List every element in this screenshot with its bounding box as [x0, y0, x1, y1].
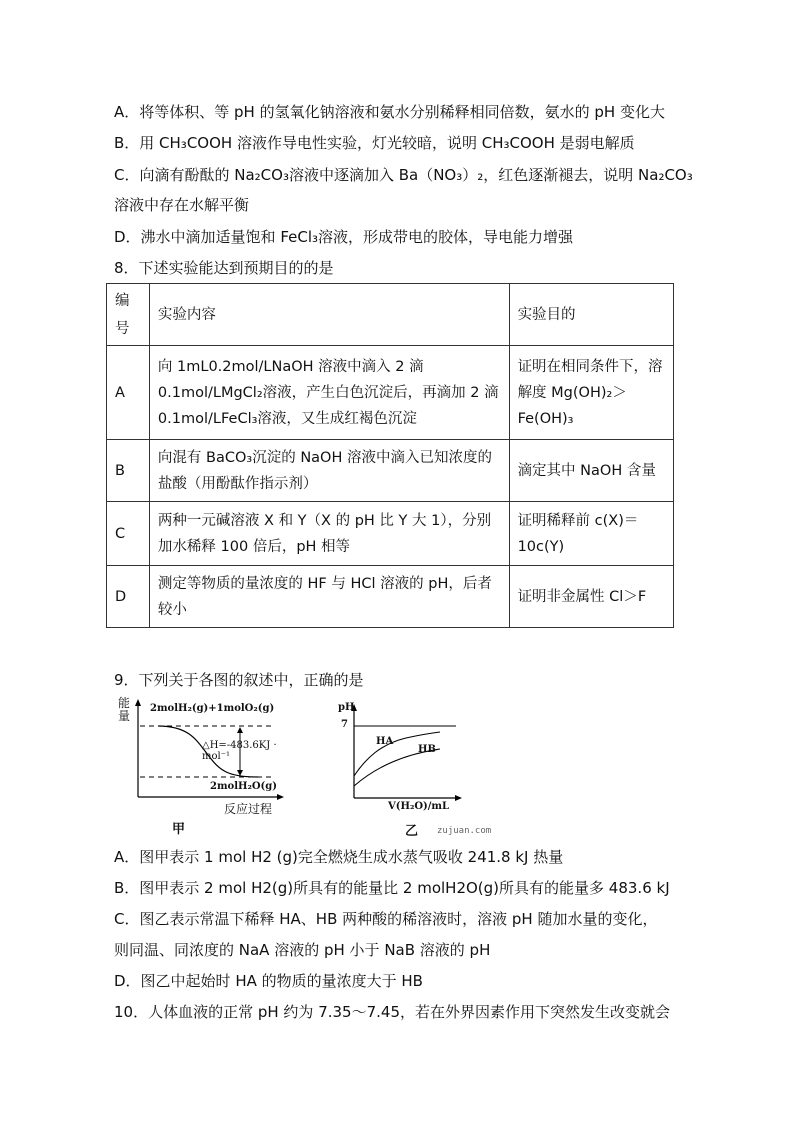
q9-stem: 9．下列关于各图的叙述中，正确的是	[114, 671, 364, 689]
table-row	[107, 346, 674, 440]
q9-option-c-cont: 则同温、同浓度的 NaA 溶液的 pH 小于 NaB 溶液的 pH	[114, 941, 491, 959]
reactants-label: 2molH₂(g)+1molO₂(g)	[150, 703, 275, 714]
product-label: 2molH₂O(g)	[210, 781, 278, 792]
figure-jia-caption: 甲	[172, 822, 186, 837]
watermark: zujuan.com	[437, 826, 492, 836]
row-id: C	[107, 502, 150, 566]
q10-stem: 10．人体血液的正常 pH 约为 7.35～7.45，若在外界因素作用下突然发生改变就会	[114, 1003, 670, 1021]
q9-option-b: B．图甲表示 2 mol H2(g)所具有的能量比 2 molH2O(g)所具有的能量多 483.6 kJ	[114, 879, 670, 897]
reaction-process-label: 反应过程	[224, 802, 273, 816]
q7-option-d: D．沸水中滴加适量饱和 FeCl₃溶液，形成带电的胶体，导电能力增强	[114, 228, 574, 246]
q7-option-c: C．向滴有酚酞的 Na₂CO₃溶液中逐滴加入 Ba（NO₃）₂，红色逐渐褪去，说明 Na₂CO₃	[114, 166, 693, 184]
ph-7-tick: 7	[341, 719, 348, 730]
table-row	[107, 440, 674, 502]
table-row	[107, 502, 674, 566]
row-content: 两种一元碱溶液 X 和 Y（X 的 pH 比 Y 大 1），分别加水稀释 100 倍后，pH 相等	[149, 502, 509, 566]
q7-option-b: B．用 CH₃COOH 溶液作导电性实验，灯光较暗，说明 CH₃COOH 是弱电解质	[114, 134, 635, 152]
row-purpose: 滴定其中 NaOH 含量	[509, 440, 673, 502]
row-content: 测定等物质的量浓度的 HF 与 HCl 溶液的 pH，后者较小	[149, 566, 509, 628]
header-id: 编号	[107, 284, 150, 346]
row-purpose: 证明在相同条件下，溶解度 Mg(OH)₂＞Fe(OH)₃	[509, 346, 673, 440]
curve-ha-label: HA	[376, 736, 394, 747]
q9-option-a: A．图甲表示 1 mol H2 (g)完全燃烧生成水蒸气吸收 241.8 kJ 热量	[114, 848, 564, 866]
q7-option-a: A．将等体积、等 pH 的氢氧化钠溶液和氨水分别稀释相同倍数，氨水的 pH 变化大	[114, 103, 665, 121]
row-purpose: 证明稀释前 c(X)＝10c(Y)	[509, 502, 673, 566]
curve-hb-label: HB	[418, 744, 436, 755]
experiment-table	[106, 283, 674, 628]
table-header-row	[107, 284, 674, 346]
row-content: 向 1mL0.2mol/LNaOH 溶液中滴入 2 滴 0.1mol/LMgCl₂溶液，产生白色沉淀后，再滴加 2 滴 0.1mol/LFeCl₃溶液，又生成红褐色沉淀	[149, 346, 509, 440]
q8-stem: 8．下述实验能达到预期目的的是	[114, 259, 334, 277]
delta-h-label: △H=-483.6KJ · mol⁻¹	[202, 740, 277, 762]
q9-option-c: C．图乙表示常温下稀释 HA、HB 两种酸的稀溶液时，溶液 pH 随加水量的变化，	[114, 910, 658, 928]
q7-option-c-cont: 溶液中存在水解平衡	[114, 196, 250, 214]
q9-option-d: D．图乙中起始时 HA 的物质的量浓度大于 HB	[114, 972, 423, 990]
header-purpose: 实验目的	[509, 284, 673, 346]
row-purpose: 证明非金属性 Cl＞F	[509, 566, 673, 628]
energy-axis-label: 能量	[118, 696, 131, 723]
table-row	[107, 566, 674, 628]
energy-diagram	[118, 695, 288, 815]
row-id: A	[107, 346, 150, 440]
water-volume-label: V(H₂O)/mL	[388, 801, 450, 812]
row-id: D	[107, 566, 150, 628]
row-id: B	[107, 440, 150, 502]
ph-dilution-plot	[336, 700, 466, 818]
header-content: 实验内容	[149, 284, 509, 346]
figure-yi-caption: 乙	[405, 824, 419, 839]
row-content: 向混有 BaCO₃沉淀的 NaOH 溶液中滴入已知浓度的盐酸（用酚酞作指示剂）	[149, 440, 509, 502]
ph-axis-label: pH	[338, 702, 355, 713]
